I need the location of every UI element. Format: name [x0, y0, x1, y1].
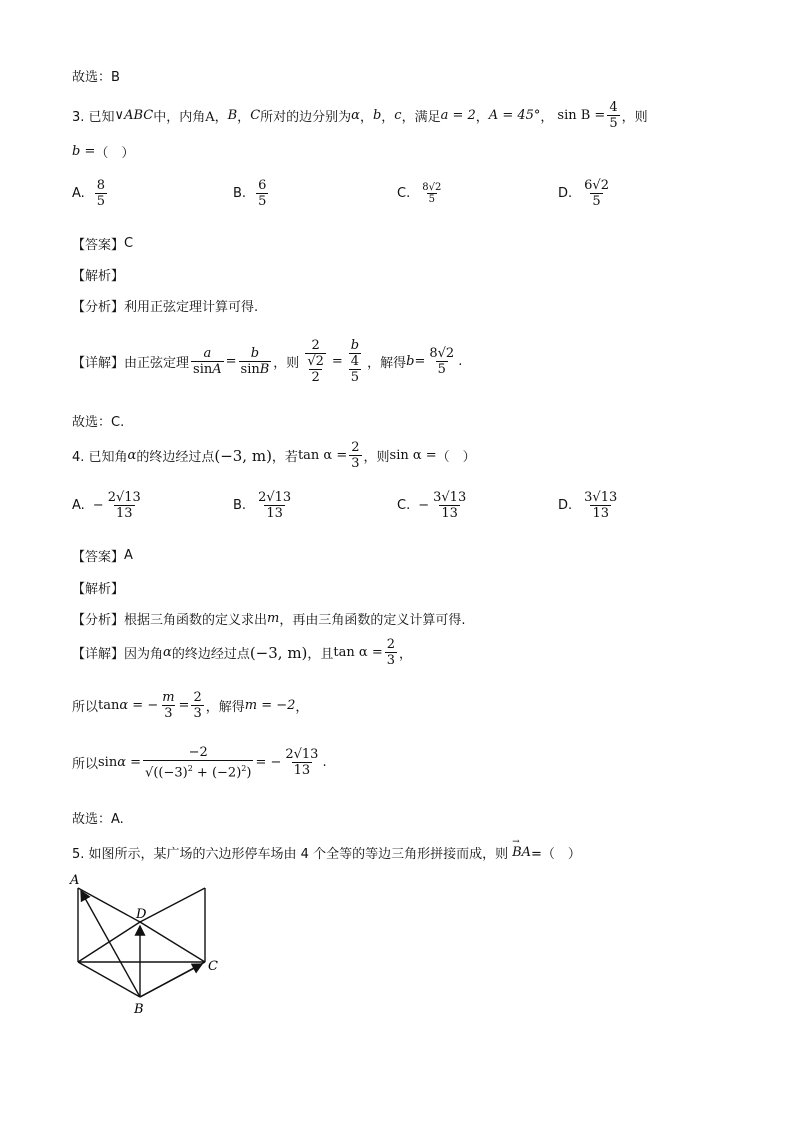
q4-option-c[interactable]: C. − $\frac{3√13}{13}$ — [397, 490, 467, 521]
q4-option-d[interactable]: D. $\frac{3√13}{13}$ — [558, 490, 618, 521]
q4-option-a[interactable]: A. − $\frac{2√13}{13}$ — [72, 490, 141, 521]
q3-option-d[interactable]: D. $\frac{6√2}{5}$ — [558, 178, 609, 209]
label-b: B — [134, 1002, 144, 1017]
q3-detail: 【详解】 由正弦定理 $\frac{a}{\sin A}$ = $\frac{b}{\sin B}$ ，则 $\frac{\frac{2}{√2}}{2}$ = $\frac{\frac{b}{4}}{5}$ ，解得 b = $\frac{8√2}{5}$ . — [72, 338, 463, 385]
q3-option-c[interactable]: C. $\frac{8√2}{5}$ — [397, 182, 442, 205]
vector-ba: → BA — [512, 837, 532, 860]
q4-analysis-tag: 【解析】 — [72, 582, 125, 597]
label-a: A — [70, 873, 80, 888]
vector-b-to-c — [140, 964, 202, 997]
q4-detail: 【详解】 因为角 α 的终边经过点 (−3, m) ，且 tan α = $\frac{2}{3}$ ， — [72, 637, 413, 668]
prev-answer: 故选：B — [72, 70, 120, 85]
q3-answer: 【答案】 C — [72, 236, 134, 253]
q3-option-b[interactable]: B. $\frac{6}{5}$ — [233, 178, 267, 209]
q4-answer: 【答案】 A — [72, 548, 133, 565]
q3-stem: 3. 已知 ∨ ABC 中，内角 A， B ， C 所对的边分别为 α ， b ， c ，满足 a = 2 ， A = 45° ， sin B = $\frac{4}{5}$ ，则 — [72, 100, 648, 131]
q4-option-b[interactable]: B. $\frac{2√13}{13}$ — [233, 490, 292, 521]
q4-detail-line3: 所以 sinα = $\frac{-2}{√((-3)^2 + (-2)^2)}$ = − $\frac{2√13}{13}$ . — [72, 745, 327, 781]
q5-stem: 5. 如图所示，某广场的六边形停车场由 4 个全等的等边三角形拼接而成，则 → BA =（ ） — [72, 837, 581, 862]
q3-analysis-tag: 【解析】 — [72, 269, 125, 284]
q3-fenxi: 【分析】 利用正弦定理计算可得. — [72, 300, 259, 315]
q3-option-a[interactable]: A. $\frac{8}{5}$ — [72, 178, 106, 209]
q4-conclude: 故选：A. — [72, 812, 124, 827]
label-d: D — [136, 907, 147, 922]
label-c: C — [208, 959, 218, 974]
hexagon-figure — [60, 872, 230, 1026]
q4-stem: 4. 已知角 α 的终边经过点 (−3, m) ，若 tan α = $\frac{2}{3}$ ，则 sin α = （ ） — [72, 440, 476, 471]
q3-stem-cont: b = （ ） — [72, 144, 135, 161]
q3-conclude: 故选：C. — [72, 415, 125, 430]
q4-fenxi: 【分析】 根据三角函数的定义求出 m ，再由三角函数的定义计算可得. — [72, 611, 466, 628]
q4-detail-line2: 所以 tanα = − $\frac{m}{3}$ = $\frac{2}{3}$ ，解得 m = −2 ， — [72, 690, 309, 721]
